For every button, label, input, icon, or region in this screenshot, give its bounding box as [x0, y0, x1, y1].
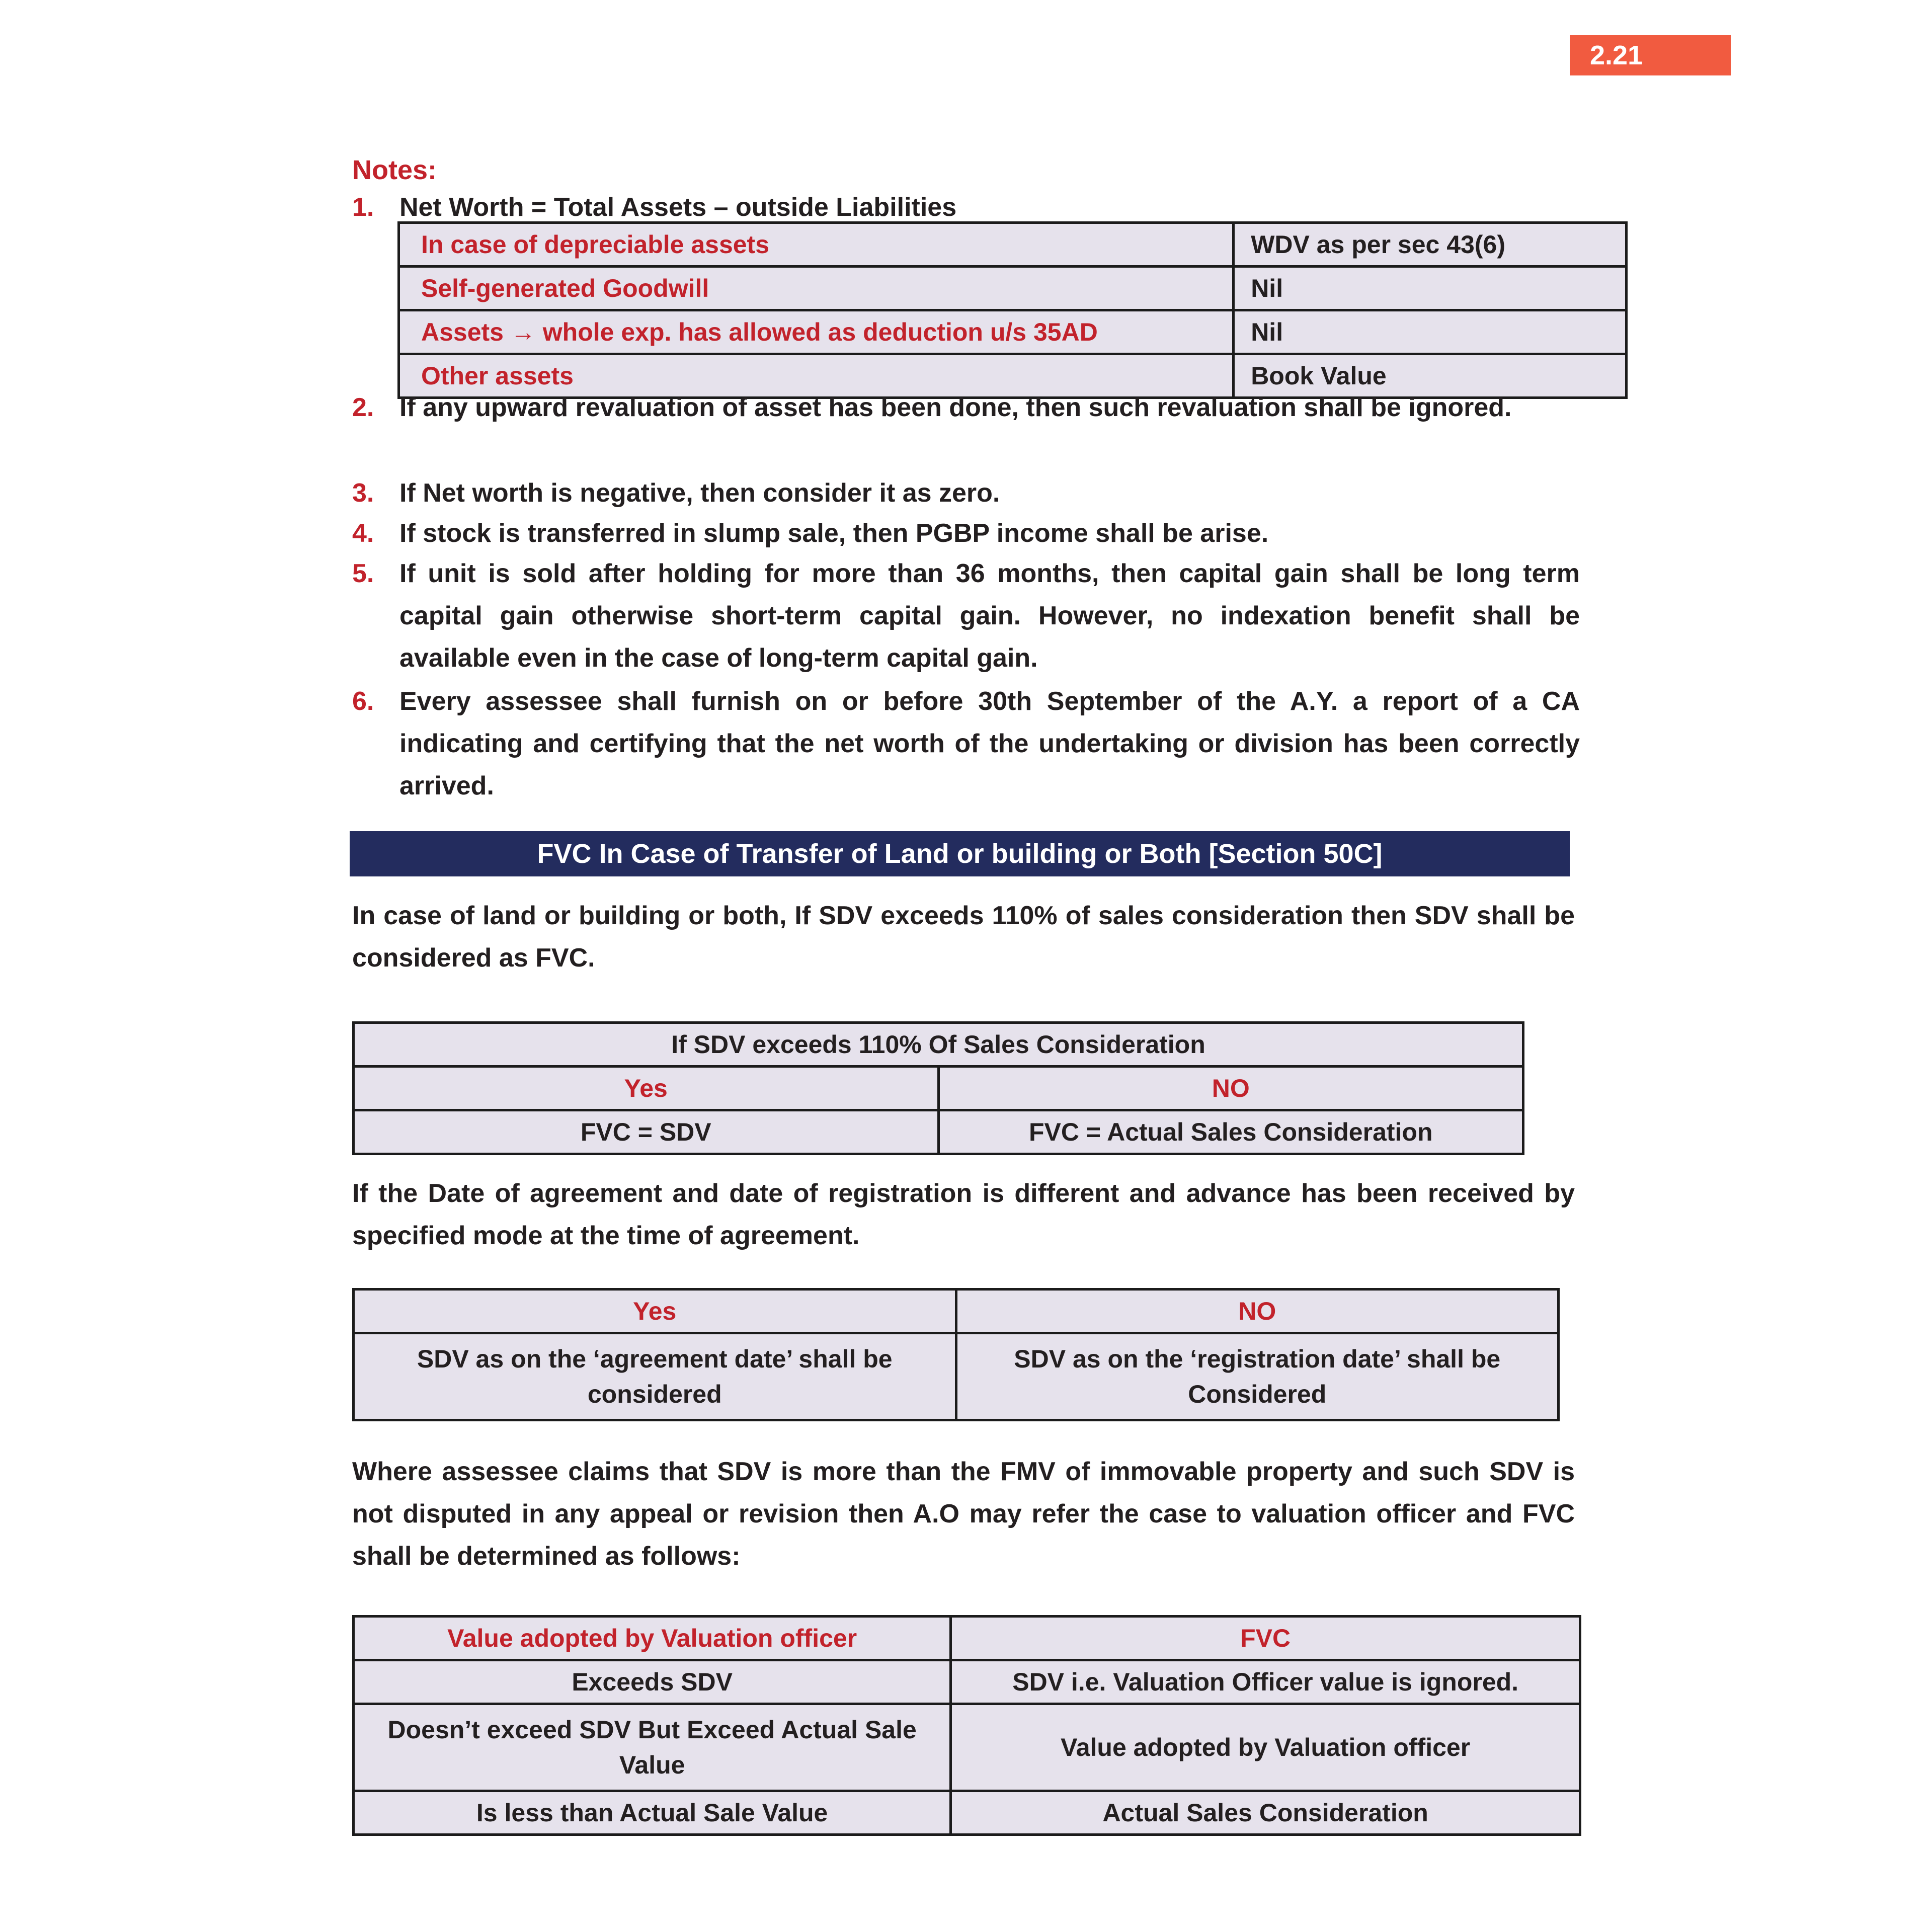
note-item-3: [352, 472, 1580, 514]
case-cell: Exceeds SDV: [354, 1660, 951, 1704]
col1-header-cell: Value adopted by Valuation officer: [354, 1617, 951, 1660]
asset-cell: In case of depreciable assets: [399, 223, 1234, 267]
note-number: 1.: [352, 193, 374, 222]
yes-label-cell: Yes: [354, 1290, 956, 1333]
paragraph-agreement-date: If the Date of agreement and date of registration is different and advance has been received by specified mode at the time of agreement.: [352, 1179, 1575, 1250]
section-title: FVC In Case of Transfer of Land or building or Both [Section 50C]: [537, 839, 1383, 869]
table-row: [354, 1660, 1580, 1704]
table-row: [354, 1617, 1580, 1660]
yes-label-cell: Yes: [354, 1067, 939, 1110]
page-number-badge: [1570, 35, 1731, 75]
valuation-officer-table: [352, 1615, 1581, 1836]
col2-header-cell: FVC: [951, 1617, 1580, 1660]
table-row: [354, 1333, 1559, 1420]
agreement-date-table: [352, 1288, 1560, 1421]
note-text: If stock is transferred in slump sale, then PGBP income shall be arise.: [399, 519, 1269, 548]
case-cell: Is less than Actual Sale Value: [354, 1791, 951, 1835]
note-number: 5.: [352, 559, 374, 588]
sdv-exceeds-table: [352, 1021, 1524, 1155]
table-row: [399, 223, 1627, 267]
notes-heading: Notes:: [352, 155, 437, 185]
value-cell: Nil: [1234, 267, 1627, 310]
table-row: [354, 1067, 1523, 1110]
note-item-4: [352, 512, 1580, 554]
fvc-cell: Actual Sales Consideration: [951, 1791, 1580, 1835]
table-row: [354, 1791, 1580, 1835]
asset-cell: Self-generated Goodwill: [399, 267, 1234, 310]
yes-result-cell: FVC = SDV: [354, 1110, 939, 1154]
note-text: If any upward revaluation of asset has been done, then such revaluation shall be ignored.: [399, 393, 1512, 422]
table-header-cell: If SDV exceeds 110% Of Sales Consideration: [354, 1023, 1523, 1067]
table-row: [354, 1290, 1559, 1333]
no-label-cell: NO: [938, 1067, 1523, 1110]
value-cell: Book Value: [1234, 354, 1627, 398]
table-row: [354, 1110, 1523, 1154]
note-text: Every assessee shall furnish on or before 30th September of the A.Y. a report of a CA indicating and certifying that the net worth of the undertaking or division has been correctly arrived.: [399, 687, 1580, 800]
no-label-cell: NO: [956, 1290, 1559, 1333]
fvc-cell: SDV i.e. Valuation Officer value is ignored.: [951, 1660, 1580, 1704]
paragraph-valuation-officer: Where assessee claims that SDV is more than the FMV of immovable property and such SDV is not disputed in any appeal or revision then A.O may refer the case to valuation officer and FVC shall be determined as follows:: [352, 1457, 1575, 1571]
note-number: 2.: [352, 393, 374, 422]
table-row: [399, 267, 1627, 310]
note-number: 3.: [352, 478, 374, 508]
table-row: [399, 310, 1627, 354]
no-result-cell: SDV as on the ‘registration date’ shall be Considered: [956, 1333, 1559, 1420]
case-cell: Doesn’t exceed SDV But Exceed Actual Sale Value: [354, 1704, 951, 1791]
paragraph-sdv-110: In case of land or building or both, If SDV exceeds 110% of sales consideration then SDV shall be considered as FVC.: [352, 901, 1575, 973]
value-cell: WDV as per sec 43(6): [1234, 223, 1627, 267]
note-text: If Net worth is negative, then consider it as zero.: [399, 478, 1000, 508]
note-item-5: [352, 552, 1580, 679]
section-header-bar: [350, 831, 1570, 876]
table-row: [354, 1704, 1580, 1791]
no-result-cell: FVC = Actual Sales Consideration: [938, 1110, 1523, 1154]
asset-cell: Other assets: [399, 354, 1234, 398]
table-row: [354, 1023, 1523, 1067]
net-worth-table: [397, 221, 1628, 399]
note-number: 4.: [352, 519, 374, 548]
note-text: If unit is sold after holding for more than 36 months, then capital gain shall be long term capital gain otherwise short-term capital gain. However, no indexation benefit shall be available even in the case of long-term capital gain.: [399, 559, 1580, 673]
yes-result-cell: SDV as on the ‘agreement date’ shall be considered: [354, 1333, 956, 1420]
note-item-2: [352, 386, 1580, 429]
page-number: 2.21: [1590, 40, 1643, 70]
value-cell: Nil: [1234, 310, 1627, 354]
asset-cell: Assets → whole exp. has allowed as deduction u/s 35AD: [399, 310, 1234, 354]
fvc-cell: Value adopted by Valuation officer: [951, 1704, 1580, 1791]
note-text: Net Worth = Total Assets – outside Liabilities: [399, 193, 957, 222]
note-item-6: [352, 680, 1580, 807]
note-number: 6.: [352, 687, 374, 716]
